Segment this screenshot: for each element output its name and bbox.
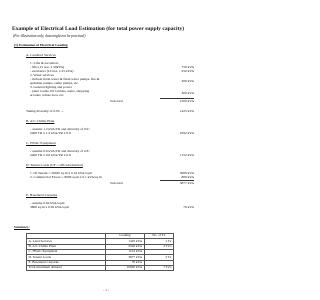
summary-total-row (27, 266, 174, 271)
subtotal-label: Sub-total (110, 181, 123, 185)
summary-cell: 1425 kVA (106, 239, 144, 244)
a-item: - plant rooms, lift lobbies, stairs, shopping (30, 89, 90, 93)
c-value: 1152 kVA (179, 153, 194, 157)
section-a-heading: A. Landlord Services (26, 53, 56, 57)
a-item: arcades, refuse area, etc. (30, 93, 65, 97)
summary-cell: 1 Tx (144, 239, 173, 244)
e-line: 3800 sq.m x 0.02 kVA/sq.m (30, 205, 70, 209)
d-value: 3068 kVA (179, 171, 194, 175)
a-item: 2. Water services (30, 73, 54, 77)
a-item: sprinkler pumps, sump pumps, etc. (30, 81, 79, 85)
page-number: - 1 - (103, 288, 109, 292)
a-item: - include fresh water & flush water pumps, fire & (30, 77, 100, 81)
a-value: 200 kVA (181, 79, 194, 83)
summary-cell: Total maximum demand (27, 266, 106, 271)
d-item: 1. Of Tenant = 20420 sq.m x 0.16 kVA/sq.m (30, 171, 93, 175)
summary-table (26, 233, 174, 271)
a-value: 750 kVA (181, 65, 194, 69)
summary-header-cell: Loading (106, 234, 144, 239)
summary-cell: B. A/C Chiller Plant (27, 244, 106, 249)
d-subtotal: 3877 kVA (179, 181, 194, 185)
b-line: 2400 TR x 1.2 kVA/TR x 0.9 (30, 131, 71, 135)
d-value: 809 kVA (181, 175, 194, 179)
a-value: 250 kVA (181, 69, 194, 73)
summary-heading: Summary: (14, 225, 30, 229)
section-e-heading: E. Basement Carparks (26, 193, 58, 197)
summary-cell: 1152 kVA (106, 250, 144, 255)
e-line: - assume 0.02 kVA/sq.m: (30, 201, 66, 205)
c-line: - assume 0.6 kVA/TR and diversity of 0.8 : (30, 149, 91, 153)
section-c-heading: C. HVAC Equipment (26, 141, 56, 145)
summary-cell: 3 Tx (144, 255, 173, 260)
a-value: 300 kVA (181, 91, 194, 95)
section-b-heading: B. A/C Chiller Plant (26, 119, 55, 123)
subtotal-label: Sub-total (110, 99, 123, 103)
summary-cell: 2592 kVA (106, 244, 144, 249)
summary-header-cell: No. of Tx (144, 234, 173, 239)
e-value: 76 kVA (183, 205, 194, 209)
section-d-heading: D. Tenant Loads (UF = office/industrial) (26, 163, 83, 167)
section-heading: (1) Estimation of Electrical Loading (14, 43, 68, 47)
summary-cell: 2 Tx's (144, 244, 173, 249)
c-line: 2400 TR x 0.6 kVA/TR x 0.8 (30, 153, 71, 157)
a-item: 3. General lighting and power (30, 85, 72, 89)
summary-cell: A. Land Services (27, 239, 106, 244)
summary-cell: D. Tenant Loads (27, 255, 106, 260)
a-item: - lifts (15 nos. x 50kVA) (30, 65, 65, 69)
b-line: - assume 1.2 kVA/TR and diversity of 0.9 : (30, 127, 91, 131)
summary-cell: 10965 kVA (106, 266, 144, 271)
summary-cell: E. Basement Carparks (27, 260, 106, 265)
a-item: 1. Lifts & escalators (30, 61, 59, 65)
summary-cell: 7 Tx's (144, 266, 173, 271)
document-title: Example of Electrical Load Estimation (for total power supply capacity) (12, 26, 185, 32)
document-subtitle: (For illustration only, data might not be practical) (13, 34, 86, 38)
summary-cell: C. HVAC Equipment (27, 250, 106, 255)
b-value: 2592 kVA (179, 131, 194, 135)
d-item: 2. Commercial Floors = 8096 sq.m x 0.1 kVA/sq.m (30, 175, 102, 179)
summary-cell: 3877 kVA (106, 255, 144, 260)
diversity-label: Taking diversity of 0.95 → (26, 109, 64, 113)
a-item: - escalators (10 nos. x 25 kVA) (30, 69, 74, 73)
a-subtotal: 1500 kVA (179, 99, 194, 103)
diversity-value: 1425 kVA (179, 109, 194, 113)
summary-cell: 76 kVA (106, 260, 144, 265)
